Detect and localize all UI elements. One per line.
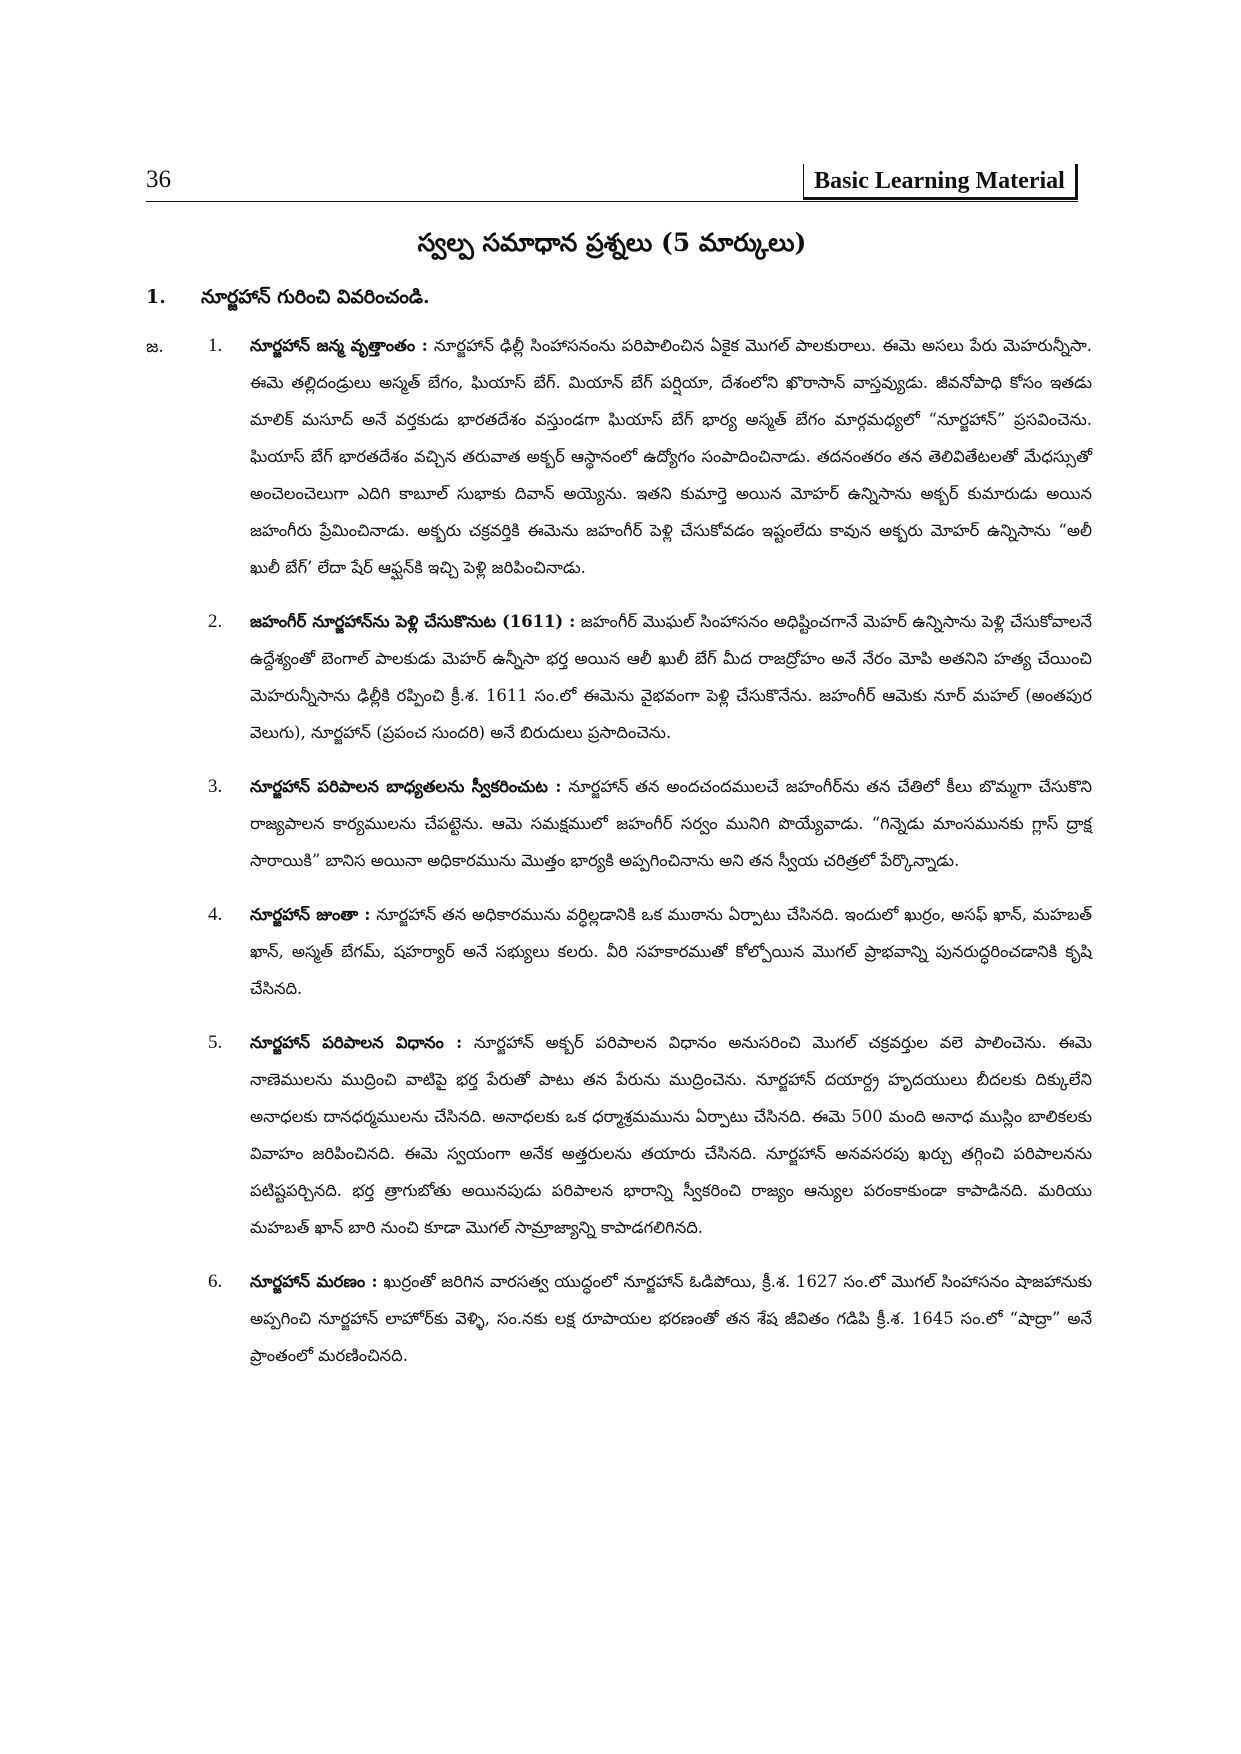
answer-point <box>196 768 1092 879</box>
question-text: నూర్జహాన్ గురించి వివరించండి. <box>201 286 430 308</box>
point-heading: నూర్జహాన్ పరిపాలన విధానం : <box>250 1033 463 1052</box>
answer-points <box>196 327 1092 1391</box>
answer-point <box>196 1263 1092 1374</box>
point-number: 6. <box>208 1271 223 1292</box>
answer-point <box>196 896 1092 1007</box>
book-title-box: Basic Learning Material <box>803 164 1078 200</box>
point-number: 3. <box>208 776 223 797</box>
point-heading: నూర్జహాన్ మరణం : <box>250 1272 378 1291</box>
point-body: జహంగీర్ మొఘల్ సింహాసనం అధిష్టించగానే మెహర్ ఉన్నిసాను పెళ్లి చేసుకోవాలనే ఉద్దేశ్యంతో బెంగాల్ పాలకుడు మెహర్ ఉన్నీసా భర్త అయిన ఆలీ ఖులీ బేగ్ మీద రాజద్రోహం అనే నేరం మోపి అతనిని హత్య చేయించి మెహరున్నీసాను ఢిల్లీకి రప్పించి క్రీ.శ. 1611 సం.లో ఈమెను వైభవంగా పెళ్లి చేసుకొనేను. జహంగీర్ ఆమెకు నూర్ మహల్ (అంతపుర వెలుగు), నూర్జహాన్ (ప్రపంచ సుందరి) అనే బిరుదులు ప్రసాదించెను. <box>250 612 1093 742</box>
answer-marker: జ. <box>146 337 164 357</box>
question <box>146 286 1078 313</box>
point-heading: నూర్జహాన్ జన్మ వృత్తాంతం : <box>250 336 428 355</box>
point-number: 2. <box>208 611 223 632</box>
point-number: 4. <box>208 904 223 925</box>
point-body: ఖుర్రంతో జరిగిన వారసత్వ యుద్ధంలో నూర్జహాన్ ఓడిపోయి, క్రీ.శ. 1627 సం.లో మొగల్ సింహాసనం షాజహానుకు అప్పగించి నూర్జహాన్ లాహోర్‌కు వెళ్ళి, సం.నకు లక్ష రూపాయల భరణంతో తన శేష జీవితం గడిపి క్రీ.శ. 1645 సం.లో “షాద్రా” అనే ప్రాంతంలో మరణించినది. <box>250 1272 1092 1365</box>
section-title: స్వల్ప సమాధాన ప్రశ్నలు (5 మార్కులు) <box>417 228 807 257</box>
point-body: నూర్జహాన్ ఢిల్లీ సింహాసనంను పరిపాలించిన ఏకైక మొగల్ పాలకురాలు. ఈమె అసలు పేరు మెహరున్నీసా. ఈమె తల్లిదండ్రులు అస్మత్ బేగం, ఘియాస్ బేగ్. మియాన్ బేగ్ పర్షియా, దేశంలోని ఖొరాసాన్ వాస్తవ్యుడు. జీవనోపాధి కోసం ఇతడు మాలిక్ మసూద్ అనే వర్తకుడు భారతదేశం వస్తుండగా ఘియాస్ బేగ్ భార్య అస్మత్ బేగం మార్గమధ్యలో “నూర్జహాన్” ప్రసవించెను. ఘియాస్ బేగ్ భారతదేశం వచ్చిన తరువాత అక్బర్ ఆస్థానంలో ఉద్యోగం సంపాదించినాడు. తదనంతరం తన తెలివితేటలతో మేధస్సుతో అంచెలంచెలుగా ఎదిగి కాబూల్ సుభాకు దివాన్ అయ్యెను. ఇతని కుమార్తె అయిన మోహర్ ఉన్నిసాను అక్బర్ కుమారుడు అయిన జహంగీరు ప్రేమించినాడు. అక్బరు చక్రవర్తికి ఈమెను జహంగీర్ పెళ్లి చేసుకోవడం ఇష్టంలేదు కావున అక్బరు మోహర్ ఉన్నిసాను “అలీ ఖులీ బేగ్’ లేదా షేర్ ఆఫ్ఘన్‌కి ఇచ్చి పెళ్లి జరిపించినాడు. <box>250 336 1092 577</box>
question-number: 1. <box>146 286 166 308</box>
point-heading: నూర్జహాన్ పరిపాలన బాధ్యతలను స్వీకరించుట : <box>250 777 562 796</box>
answer-point <box>196 327 1092 586</box>
point-body: నూర్జహాన్ అక్బర్ పరిపాలన విధానం అనుసరించి మొగల్ చక్రవర్తుల వలె పాలించెను. ఈమె నాణెములను ముద్రించి వాటిపై భర్త పేరుతో పాటు తన పేరును ముద్రించెను. నూర్జహాన్ దయార్ద్ర హృదయులు బీదలకు దిక్కులేని అనాధలకు దానధర్మములను చేసినది. అనాధలకు ఒక ధర్మాశ్రమమును ఏర్పాటు చేసినది. ఈమె 500 మంది అనాధ ముస్లిం బాలికలకు వివాహం జరిపించినది. ఈమె స్వయంగా అనేక అత్తరులను తయారు చేసినది. నూర్జహాన్ అనవసరపు ఖర్చు తగ్గించి పరిపాలనను పటిష్టపర్చినది. భర్త త్రాగుబోతు అయినపుడు పరిపాలన భారాన్ని స్వీకరించి రాజ్యం ఆన్యుల పరంకాకుండా కాపాడినది. మరియు మహబత్ ఖాన్ బారి నుంచి కూడా మొగల్ సామ్రాజ్యాన్ని కాపాడగలిగినది. <box>250 1033 1092 1237</box>
point-heading: నూర్జహాన్ జుంతా : <box>250 905 371 924</box>
point-heading: జహంగీర్ నూర్జహాన్‌ను పెళ్లి చేసుకొనుట (1611) : <box>250 612 576 631</box>
point-body: నూర్జహాన్ తన అధికారమును వర్ధిల్లడానికి ఒక ముఠాను ఏర్పాటు చేసినది. ఇందులో ఖుర్రం, అసఫ్ ఖాన్, మహబత్ ఖాన్, అస్మత్ బేగమ్, షహర్యార్ అనే సభ్యులు కలరు. వీరి సహకారముతో కోల్పోయిన మొగల్ ప్రాభవాన్ని పునరుద్ధరించడానికి కృషి చేసినది. <box>250 905 1092 998</box>
header-rule <box>146 201 1078 202</box>
point-number: 5. <box>208 1032 223 1053</box>
answer-point <box>196 1024 1092 1246</box>
point-number: 1. <box>208 335 223 356</box>
answer-point <box>196 603 1092 751</box>
point-body: నూర్జహాన్ తన అందచందములచే జహంగీర్‌ను తన చేతిలో కీలు బొమ్మగా చేసుకొని రాజ్యపాలన కార్యములను చేపట్టెను. ఆమె సమక్షములో జహంగీర్ సర్వం మునిగి పొయ్యేవాడు. “గిన్నెడు మాంసమునకు గ్లాస్ ద్రాక్ష సారాయికి” బానిస అయినా అధికారమును మొత్తం భార్యకి అప్పగించినాను అని తన స్వీయ చరిత్రలో పేర్కొన్నాడు. <box>250 777 1092 870</box>
page-number: 36 <box>146 166 171 193</box>
